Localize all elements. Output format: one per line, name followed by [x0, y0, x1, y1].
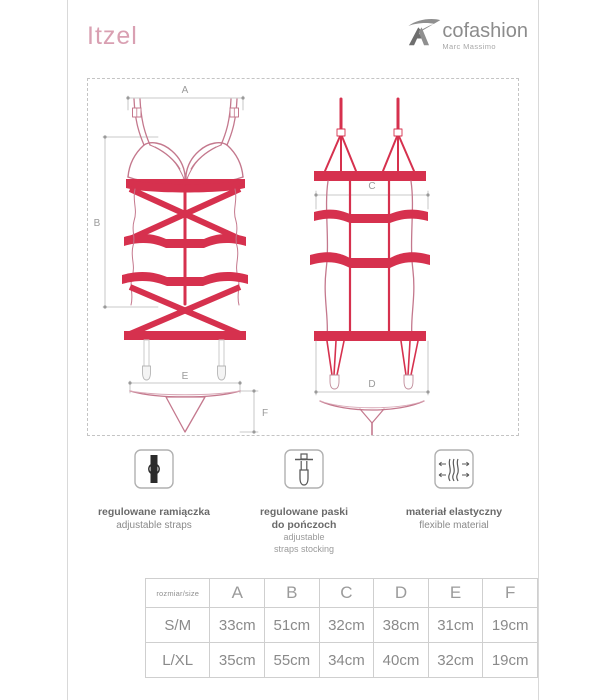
header	[69, 0, 538, 72]
row-size-sm: S/M	[146, 608, 210, 643]
cell-lxl-c: 34cm	[319, 643, 374, 678]
cell-sm-d: 38cm	[374, 608, 429, 643]
cell-lxl-a: 35cm	[210, 643, 265, 678]
table-header-b: B	[265, 579, 320, 608]
table-header-c: C	[319, 579, 374, 608]
feature-label-primary: regulowane paski	[259, 506, 349, 518]
feature-flexible-material	[379, 446, 529, 555]
feature-list	[79, 446, 529, 555]
brand-subtitle: Marc Massimo	[442, 42, 496, 51]
cell-sm-b: 51cm	[265, 608, 320, 643]
table-row	[146, 608, 538, 643]
measure-label-b: B	[93, 218, 101, 229]
technical-drawing-frame	[87, 78, 519, 436]
brand-logo	[403, 18, 528, 51]
size-table-wrapper	[145, 578, 538, 678]
measure-label-d: D	[368, 379, 376, 390]
page-title: Itzel	[87, 22, 138, 50]
row-size-lxl: L/XL	[146, 643, 210, 678]
feature-label-secondary: adjustable straps	[116, 520, 192, 532]
table-row	[146, 643, 538, 678]
feature-adjustable-stocking-straps	[229, 446, 379, 555]
cell-lxl-e: 32cm	[428, 643, 483, 678]
measure-label-a: A	[181, 85, 189, 96]
cell-sm-c: 32cm	[319, 608, 374, 643]
front-garment-view	[94, 85, 248, 380]
thong-front-view	[128, 371, 268, 434]
feature-label-secondary: adjustable	[283, 532, 325, 543]
right-page-margin	[538, 0, 605, 700]
cofashion-a-swoosh-logo-icon	[403, 18, 441, 48]
measure-label-c: C	[368, 181, 376, 192]
elastic-material-icon	[428, 446, 480, 494]
table-header-size: rozmiar/size	[146, 579, 210, 608]
brand-name: cofashion	[442, 20, 528, 42]
product-spec-sheet	[69, 0, 538, 700]
garment-technical-drawings	[88, 79, 518, 435]
table-header-d: D	[374, 579, 429, 608]
size-chart-table	[145, 578, 538, 678]
garter-clip-icon	[278, 446, 330, 494]
cell-lxl-d: 40cm	[374, 643, 429, 678]
table-header-f: F	[483, 579, 538, 608]
cell-sm-a: 33cm	[210, 608, 265, 643]
table-header-a: A	[210, 579, 265, 608]
table-header-e: E	[428, 579, 483, 608]
cell-lxl-b: 55cm	[265, 643, 320, 678]
feature-label-secondary: flexible material	[419, 520, 489, 532]
feature-adjustable-straps	[79, 446, 229, 555]
table-header-row	[146, 579, 538, 608]
cell-sm-f: 19cm	[483, 608, 538, 643]
feature-label-secondary-2: straps stocking	[273, 543, 335, 554]
cell-sm-e: 31cm	[428, 608, 483, 643]
left-page-margin	[0, 0, 68, 700]
adjustable-strap-icon	[128, 446, 180, 494]
feature-label-primary: regulowane ramiączka	[97, 506, 211, 518]
cell-lxl-f: 19cm	[483, 643, 538, 678]
feature-label-primary-2: do pończoch	[271, 519, 337, 532]
measure-label-e: E	[181, 371, 189, 382]
thong-back-view	[320, 401, 424, 435]
back-garment-view	[310, 99, 430, 395]
feature-label-primary: materiał elastyczny	[405, 506, 503, 518]
measure-label-f: F	[261, 408, 269, 419]
